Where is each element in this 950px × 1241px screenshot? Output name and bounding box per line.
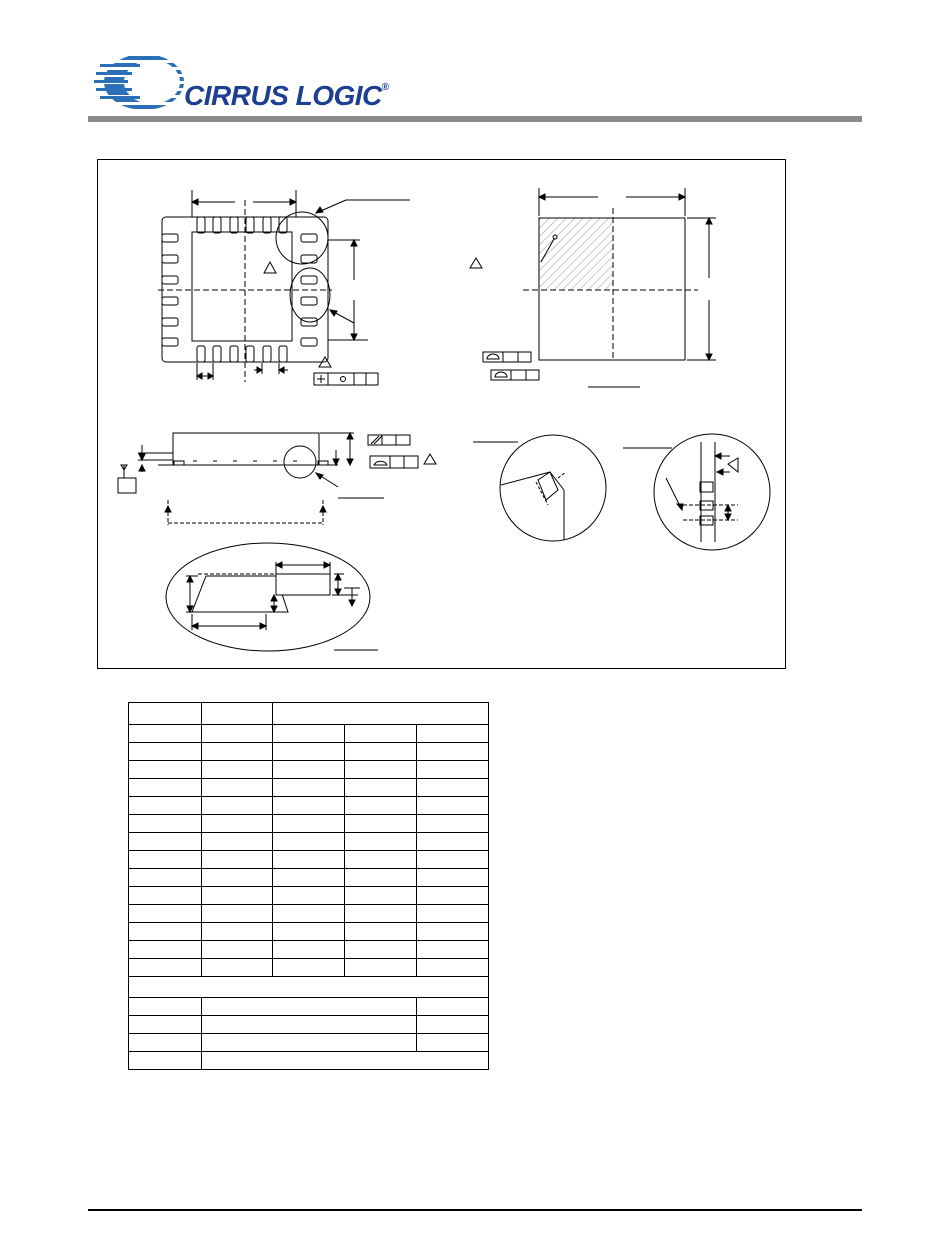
lead-detail-view (623, 434, 770, 550)
table-row (129, 887, 489, 905)
header-rule (88, 116, 862, 122)
pin-detail-view (166, 543, 378, 651)
side-view (118, 433, 436, 525)
table-row (129, 869, 489, 887)
table-note-row (129, 1052, 489, 1070)
table-row (129, 851, 489, 869)
table-section-row (129, 977, 489, 998)
table-row (129, 761, 489, 779)
table-row (129, 905, 489, 923)
table-row (129, 797, 489, 815)
top-view (470, 188, 716, 387)
footer-rule (88, 1209, 862, 1211)
company-name: CIRRUS LOGIC® (184, 80, 389, 111)
table-row (129, 923, 489, 941)
company-logo (94, 52, 394, 112)
table-row (129, 833, 489, 851)
table-row (129, 815, 489, 833)
bottom-pin-view (158, 190, 410, 385)
table-note-row (129, 1034, 489, 1052)
table-note-row (129, 998, 489, 1016)
table-note-row (129, 1016, 489, 1034)
table-subheader-row (129, 725, 489, 743)
table-row (129, 743, 489, 761)
dimension-table (128, 702, 489, 1070)
table-row (129, 959, 489, 977)
corner-detail-view (473, 435, 606, 541)
table-row (129, 779, 489, 797)
package-drawing (97, 159, 786, 669)
cirrus-swirl-icon (94, 52, 184, 112)
table-row (129, 941, 489, 959)
table-header-row (129, 703, 489, 725)
